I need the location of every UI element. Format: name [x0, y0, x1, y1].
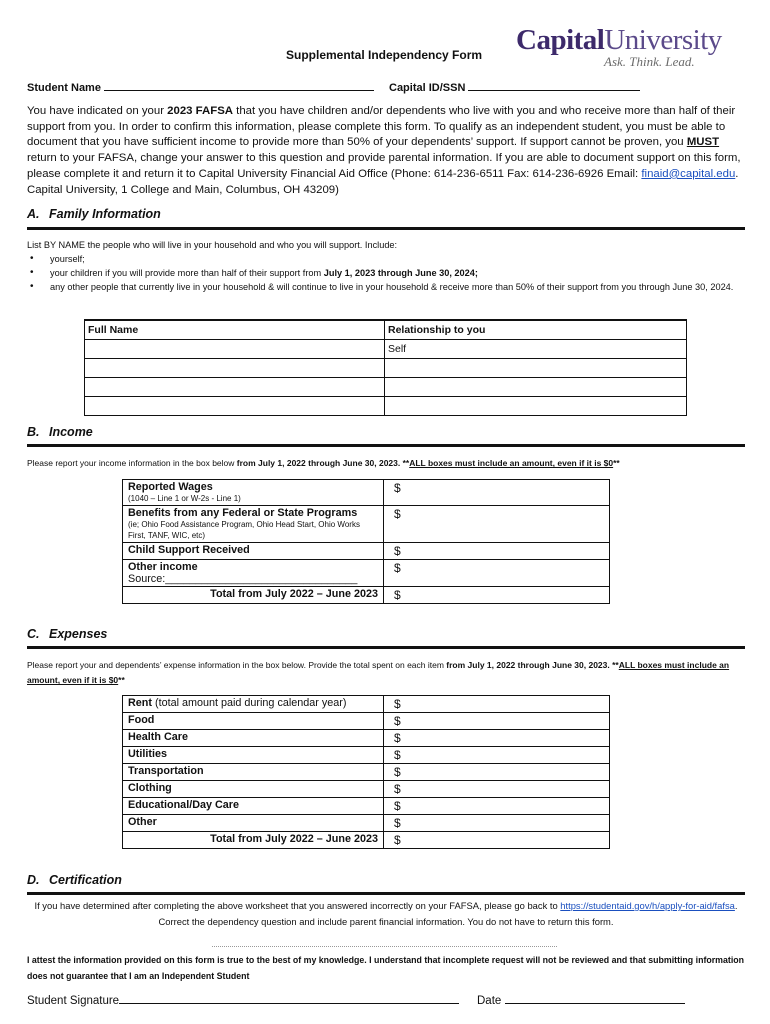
expense-amount-rent[interactable]: $ — [384, 696, 610, 713]
signature-input[interactable] — [119, 993, 459, 1004]
section-b-title: Income — [49, 425, 93, 439]
student-name-label: Student Name — [27, 82, 101, 94]
table-row — [123, 713, 610, 730]
row-sublabel: (ie; Ohio Food Assistance Program, Ohio Head Start, Ohio Works First, TANF, WIC, etc) — [128, 520, 360, 540]
table-row — [123, 506, 610, 543]
row-label: Rent — [128, 697, 152, 709]
table-row — [85, 378, 687, 397]
section-a-rule — [27, 227, 745, 230]
relationship-cell[interactable] — [385, 378, 687, 397]
email-link[interactable]: finaid@capital.edu — [641, 167, 736, 180]
list-item: • yourself; — [27, 252, 745, 266]
instruction-note: ** — [400, 458, 410, 468]
instruction-note: ** — [118, 675, 125, 685]
full-name-cell[interactable] — [85, 359, 385, 378]
instruction-dates: from July 1, 2022 through June 30, 2023. — [236, 458, 401, 468]
fafsa-year: 2023 FAFSA — [167, 105, 234, 117]
column-header-full-name: Full Name — [85, 320, 385, 340]
table-row — [85, 340, 687, 359]
form-title: Supplemental Independency Form — [286, 48, 483, 62]
date-label: Date — [477, 995, 502, 1007]
income-total-amount[interactable]: $ — [384, 587, 610, 604]
section-d-number: D. — [27, 873, 40, 887]
intro-paragraph — [27, 104, 745, 198]
section-a-instructions — [27, 238, 745, 294]
instruction-dates: from July 1, 2022 through June 30, 2023. — [446, 660, 610, 670]
other-income-source[interactable]: Source:________________________________ — [128, 573, 358, 585]
table-row — [123, 480, 610, 506]
date-field — [477, 993, 685, 1007]
intro-text: You have indicated on your — [27, 105, 168, 117]
student-name-input[interactable] — [104, 80, 374, 91]
section-d-title: Certification — [49, 873, 122, 887]
row-label: Benefits from any Federal or State Programs — [128, 507, 358, 519]
expense-amount-food[interactable]: $ — [384, 713, 610, 730]
table-row — [123, 747, 610, 764]
table-row — [123, 543, 610, 560]
income-amount-benefits[interactable]: $ — [384, 506, 610, 543]
section-a-instruction: List BY NAME the people who will live in your household and who you will support. Include: — [27, 240, 398, 250]
section-b-heading — [27, 425, 93, 439]
intro-text: . Capital University, 1 College and Main, Columbus, OH 43209) — [27, 167, 739, 196]
income-label-wages — [123, 480, 384, 506]
table-row — [123, 730, 610, 747]
logo-university: University — [604, 24, 722, 56]
dotted-divider — [212, 946, 557, 947]
expense-label-clothing: Clothing — [123, 781, 384, 798]
row-label: Reported Wages — [128, 481, 213, 493]
full-name-cell[interactable] — [85, 340, 385, 359]
expense-label-health-care: Health Care — [123, 730, 384, 747]
row-sublabel: (1040 – Line 1 or W-2s - Line 1) — [128, 494, 241, 503]
income-amount-child-support[interactable]: $ — [384, 543, 610, 560]
table-row — [123, 832, 610, 849]
full-name-cell[interactable] — [85, 397, 385, 416]
expense-label-food: Food — [123, 713, 384, 730]
table-row — [123, 560, 610, 587]
expense-amount-utilities[interactable]: $ — [384, 747, 610, 764]
table-row — [123, 764, 610, 781]
income-total-label: Total from July 2022 – June 2023 — [123, 587, 384, 604]
section-c-rule — [27, 646, 745, 649]
income-table — [122, 479, 610, 604]
logo-capital: Capital — [516, 24, 605, 56]
expense-total-label: Total from July 2022 – June 2023 — [123, 832, 384, 849]
signature-label: Student Signature — [27, 995, 120, 1007]
section-b-number: B. — [27, 425, 40, 439]
intro-text: that you have children and/or dependents who live with you and who receive more than half of their support from you. In order to confirm this information, please complete this form. To qualify as an independent student, you must be able to document that you have sufficient income to provide more than 50% of your dependents’ support. If support cannot be proven, you — [27, 105, 736, 149]
table-row — [123, 696, 610, 713]
include-list — [27, 252, 745, 294]
row-label: Other income — [128, 561, 198, 573]
expense-amount-other[interactable]: $ — [384, 815, 610, 832]
section-b-rule — [27, 444, 745, 447]
must-emphasis: MUST — [686, 136, 720, 149]
expense-label-other: Other — [123, 815, 384, 832]
certification-text — [27, 898, 745, 930]
table-row — [123, 781, 610, 798]
section-d-rule — [27, 892, 745, 895]
section-d-heading — [27, 873, 122, 887]
income-amount-other[interactable]: $ — [384, 560, 610, 587]
table-row — [85, 397, 687, 416]
section-a-title: Family Information — [49, 207, 161, 221]
table-row — [123, 815, 610, 832]
logo-tagline: Ask. Think. Lead. — [604, 54, 695, 69]
relationship-cell[interactable] — [385, 359, 687, 378]
list-item — [27, 266, 745, 280]
relationship-cell[interactable] — [385, 397, 687, 416]
expense-amount-clothing[interactable]: $ — [384, 781, 610, 798]
capital-id-label: Capital ID/SSN — [389, 82, 466, 94]
instruction-text: Please report your income information in the box below — [27, 458, 237, 468]
list-item: • any other people that currently live in your household & will continue to live in your household & receive more than 50% of their support from you through June 30, 2024. — [27, 280, 745, 294]
section-c-heading — [27, 627, 107, 641]
capital-id-field — [389, 80, 640, 94]
income-amount-wages[interactable]: $ — [384, 480, 610, 506]
full-name-cell[interactable] — [85, 378, 385, 397]
signature-field — [27, 993, 459, 1007]
income-label-child-support: Child Support Received — [123, 543, 384, 560]
attestation-statement: I attest the information provided on this form is true to the best of my knowledge. I understand that incomplete request will not be reviewed and that submitting information does not guarantee that I am an Independent Student — [27, 955, 745, 981]
expense-amount-health-care[interactable]: $ — [384, 730, 610, 747]
section-a-heading — [27, 207, 161, 221]
rent-note: (total amount paid during calendar year) — [152, 697, 347, 709]
instruction-note: ** — [609, 660, 619, 670]
fafsa-link[interactable]: https://studentaid.gov/h/apply-for-aid/fafsa — [560, 900, 735, 911]
section-c-instruction — [27, 658, 745, 688]
student-name-field — [27, 80, 374, 94]
instruction-note: ALL boxes must include an amount, even if it is $0 — [409, 458, 614, 468]
instruction-text: Please report your and dependents’ expense information in the box below. Provide the total spent on each item — [27, 660, 447, 670]
instruction-note: ** — [613, 458, 620, 468]
intro-text: return to your FAFSA, change your answer to this question and provide parental information. If you are able to document support on this form, please complete it and return it to Capital University Financial Aid Office (Phone: 614-236-6511 Fax: 614-236-6926 Email: — [27, 152, 741, 180]
capital-id-input[interactable] — [468, 80, 640, 91]
table-row — [123, 587, 610, 604]
income-label-other — [123, 560, 384, 587]
section-c-title: Expenses — [49, 627, 108, 641]
expense-amount-education[interactable]: $ — [384, 798, 610, 815]
expense-label-transportation: Transportation — [123, 764, 384, 781]
certification-text-part: If you have determined after completing the above worksheet that you answered incorrectly on your FAFSA, please go back to — [34, 900, 561, 911]
expenses-table — [122, 695, 610, 849]
table-row — [85, 359, 687, 378]
relationship-cell[interactable]: Self — [385, 340, 687, 359]
expense-label-utilities: Utilities — [123, 747, 384, 764]
list-item-dates: July 1, 2023 through June 30, 2024; — [323, 268, 478, 278]
certification-text-part: . Correct the dependency question and include parent financial information. You do not have to return this form. — [158, 900, 738, 927]
column-header-relationship: Relationship to you — [385, 320, 687, 340]
expense-amount-transportation[interactable]: $ — [384, 764, 610, 781]
income-label-benefits — [123, 506, 384, 543]
section-c-number: C. — [27, 627, 40, 641]
date-input[interactable] — [505, 993, 685, 1004]
expense-label-education: Educational/Day Care — [123, 798, 384, 815]
table-header-row — [85, 320, 687, 340]
section-b-instruction — [27, 456, 745, 470]
capital-university-logo — [516, 24, 746, 70]
family-table — [84, 319, 687, 416]
list-item-text: your children if you will provide more than half of their support from — [50, 268, 324, 278]
table-row — [123, 798, 610, 815]
instruction-note: ALL boxes must include an amount, even if it is $0 — [27, 660, 730, 685]
expense-total-amount[interactable]: $ — [384, 832, 610, 849]
section-a-number: A. — [27, 207, 40, 221]
expense-label-rent — [123, 696, 384, 713]
